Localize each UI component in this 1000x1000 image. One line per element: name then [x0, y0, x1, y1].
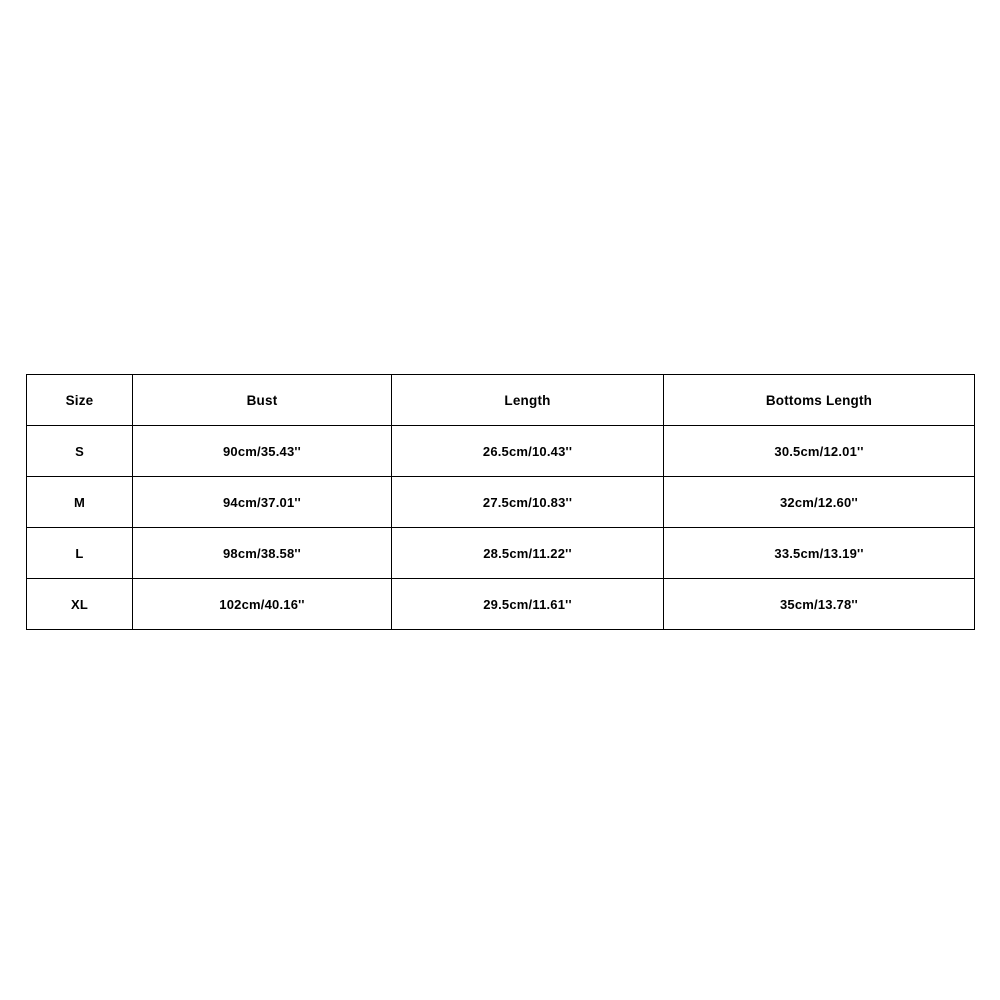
table-row: [27, 528, 975, 579]
cell-bust: 94cm/37.01'': [133, 477, 392, 528]
cell-bust: 102cm/40.16'': [133, 579, 392, 630]
column-header-bust: Bust: [133, 375, 392, 426]
cell-length: 27.5cm/10.83'': [392, 477, 664, 528]
cell-bottoms-length: 33.5cm/13.19'': [664, 528, 975, 579]
cell-length: 26.5cm/10.43'': [392, 426, 664, 477]
cell-bottoms-length: 30.5cm/12.01'': [664, 426, 975, 477]
cell-length: 28.5cm/11.22'': [392, 528, 664, 579]
cell-size: XL: [27, 579, 133, 630]
cell-length: 29.5cm/11.61'': [392, 579, 664, 630]
table-row: [27, 477, 975, 528]
cell-bust: 98cm/38.58'': [133, 528, 392, 579]
cell-bottoms-length: 35cm/13.78'': [664, 579, 975, 630]
cell-bust: 90cm/35.43'': [133, 426, 392, 477]
table-row: [27, 426, 975, 477]
size-chart-table: [26, 374, 975, 630]
cell-size: S: [27, 426, 133, 477]
cell-bottoms-length: 32cm/12.60'': [664, 477, 975, 528]
cell-size: M: [27, 477, 133, 528]
column-header-length: Length: [392, 375, 664, 426]
cell-size: L: [27, 528, 133, 579]
size-chart-header: [27, 375, 975, 426]
column-header-bottoms-length: Bottoms Length: [664, 375, 975, 426]
size-chart: [26, 374, 974, 630]
table-header-row: [27, 375, 975, 426]
column-header-size: Size: [27, 375, 133, 426]
size-chart-body: [27, 426, 975, 630]
table-row: [27, 579, 975, 630]
